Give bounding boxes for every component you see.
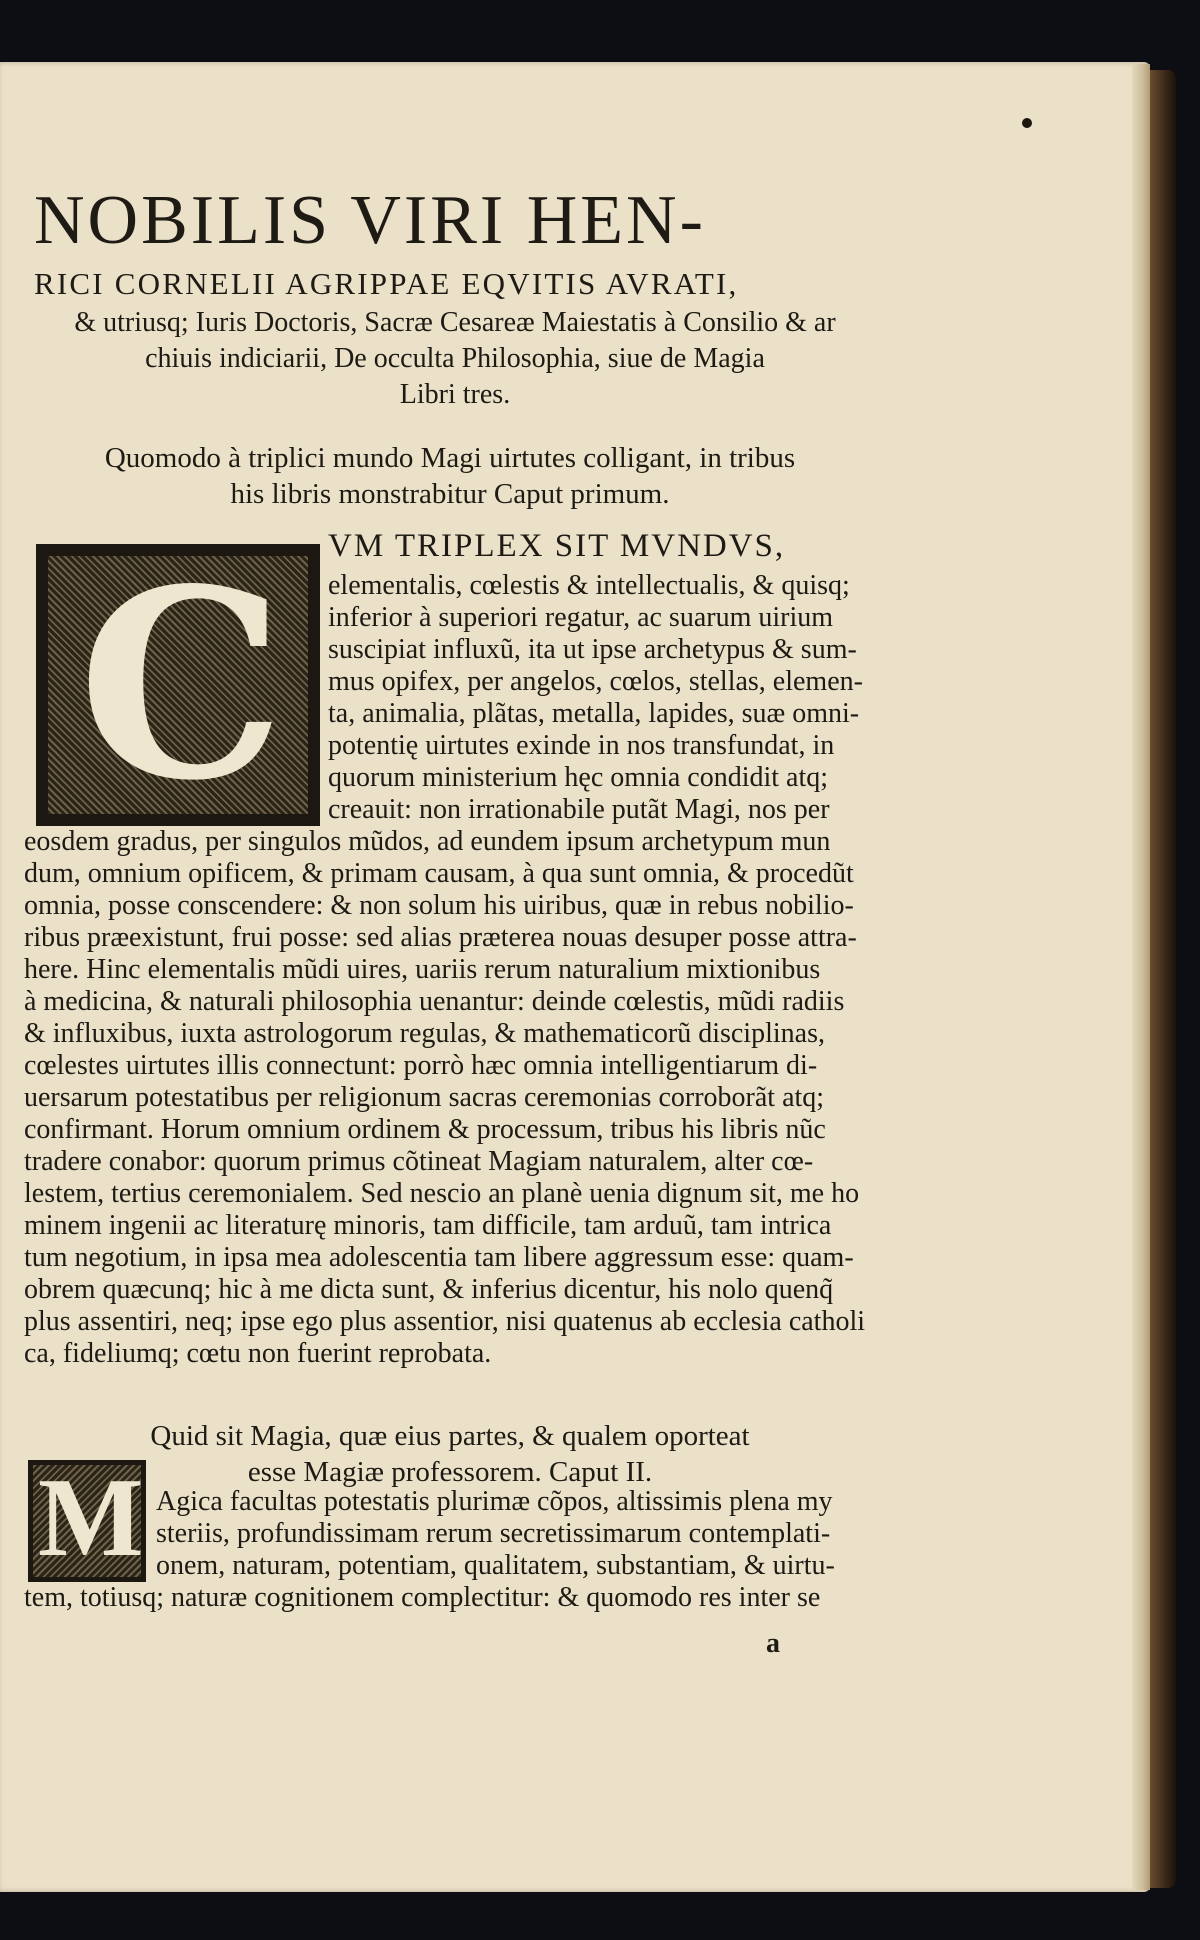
- intro-line: & utriusq; Iuris Doctoris, Sacræ Cesareæ Maiestatis à Consilio & ar: [74, 307, 836, 338]
- text-line: steriis, profundissimam rerum secretissimarum contemplati-: [156, 1518, 831, 1549]
- text-line: ta, animalia, plãtas, metalla, lapides, suæ omni-: [328, 698, 860, 729]
- text-line: inferior à superiori regatur, ac suarum uirium: [328, 602, 834, 633]
- book-board-edge: [1150, 70, 1176, 1888]
- text-line: tum negotium, in ipsa mea adolescentia tam libere aggressum esse: quam-: [24, 1242, 854, 1273]
- decorated-initial-c: [36, 533, 320, 838]
- text-line: & influxibus, iuxta astrologorum regulas, & mathematicorũ disciplinas,: [24, 1018, 825, 1049]
- heading-line: his libris monstrabitur Caput primum.: [230, 478, 670, 510]
- intro-line: Libri tres.: [399, 379, 511, 410]
- text-line: tem, totiusq; naturæ cognitionem complectitur: & quomodo res inter se: [24, 1582, 821, 1613]
- text-line: mus opifex, per angelos, cœlos, stellas, elemen-: [328, 666, 863, 697]
- intro-block: [60, 305, 850, 413]
- initial-letter: C: [78, 533, 285, 838]
- text-line: ca, fideliumq; cœtu non fuerint reprobata.: [24, 1338, 492, 1369]
- text-line: here. Hinc elementalis mũdi uires, uariis rerum naturalium mixtionibus: [24, 954, 821, 985]
- text-line: dum, omnium opificem, & primam causam, à qua sunt omnia, & procedũt: [24, 858, 854, 889]
- page-fore-edge: [1132, 64, 1150, 1890]
- text-line: cœlestes uirtutes illis connectunt: porrò hæc omnia intelligentiarum di-: [24, 1050, 818, 1081]
- text-line: confirmant. Horum omnium ordinem & processum, tribus his libris nũc: [24, 1114, 826, 1145]
- signature-mark: a: [766, 1628, 780, 1659]
- heading-line: Quid sit Magia, quæ eius partes, & qualem oporteat: [150, 1420, 750, 1452]
- text-line: potentię uirtutes exinde in nos transfundat, in: [328, 730, 835, 761]
- page-subtitle: RICI CORNELII AGRIPPAE EQVITIS AVRATI,: [34, 266, 739, 301]
- text-line: plus assentiri, neq; ipse ego plus assentior, nisi quatenus ab ecclesia catholi: [24, 1306, 866, 1337]
- page-title: NOBILIS VIRI HEN-: [34, 182, 706, 259]
- initial-letter: M: [38, 1456, 144, 1580]
- text-line: Agica facultas potestatis plurimæ cõpos, altissimis plena my: [156, 1486, 833, 1517]
- heading-line: esse Magiæ professorem. Caput II.: [247, 1456, 653, 1488]
- chapter-1-heading: [70, 440, 830, 512]
- chapter-2-heading: [130, 1418, 770, 1490]
- text-line: obrem quæcunq; hic à me dicta sunt, & inferius dicentur, his nolo quenq̃: [24, 1274, 834, 1305]
- ink-spot: [1022, 118, 1032, 128]
- text-line: tradere conabor: quorum primus cõtineat Magiam naturalem, alter cœ-: [24, 1146, 814, 1177]
- text-line: minem ingenii ac literaturę minoris, tam difficile, tam arduũ, tam intrica: [24, 1210, 832, 1241]
- text-line: elementalis, cœlestis & intellectualis, & quisq;: [328, 570, 850, 601]
- heading-line: Quomodo à triplici mundo Magi uirtutes colligant, in tribus: [104, 442, 796, 474]
- text-line: eosdem gradus, per singulos mũdos, ad eundem ipsum archetypum mun: [24, 826, 831, 857]
- text-line: à medicina, & naturali philosophia uenantur: deinde cœlestis, mũdi radiis: [24, 986, 845, 1017]
- text-line: quorum ministerium hęc omnia condidit atq;: [328, 762, 829, 793]
- text-line: omnia, posse conscendere: & non solum his uiribus, quæ in rebus nobilio-: [24, 890, 854, 921]
- text-line: creauit: non irrationabile putãt Magi, nos per: [328, 794, 830, 825]
- intro-line: chiuis indiciarii, De occulta Philosophia, siue de Magia: [145, 343, 765, 374]
- chapter-1-first-line: VM TRIPLEX SIT MVNDVS,: [328, 528, 786, 564]
- text-line: ribus præexistunt, frui posse: sed alias præterea nouas desuper posse attra-: [24, 922, 857, 953]
- decorated-initial-m: [28, 1456, 146, 1582]
- text-line: uersarum potestatibus per religionum sacras ceremonias corroborãt atq;: [24, 1082, 825, 1113]
- text-line: suscipiat influxũ, ita ut ipse archetypus & sum-: [328, 634, 857, 665]
- text-line: lestem, tertius ceremonialem. Sed nescio an planè uenia dignum sit, me ho: [24, 1178, 860, 1209]
- text-line: onem, naturam, potentiam, qualitatem, substantiam, & uirtu-: [156, 1550, 835, 1581]
